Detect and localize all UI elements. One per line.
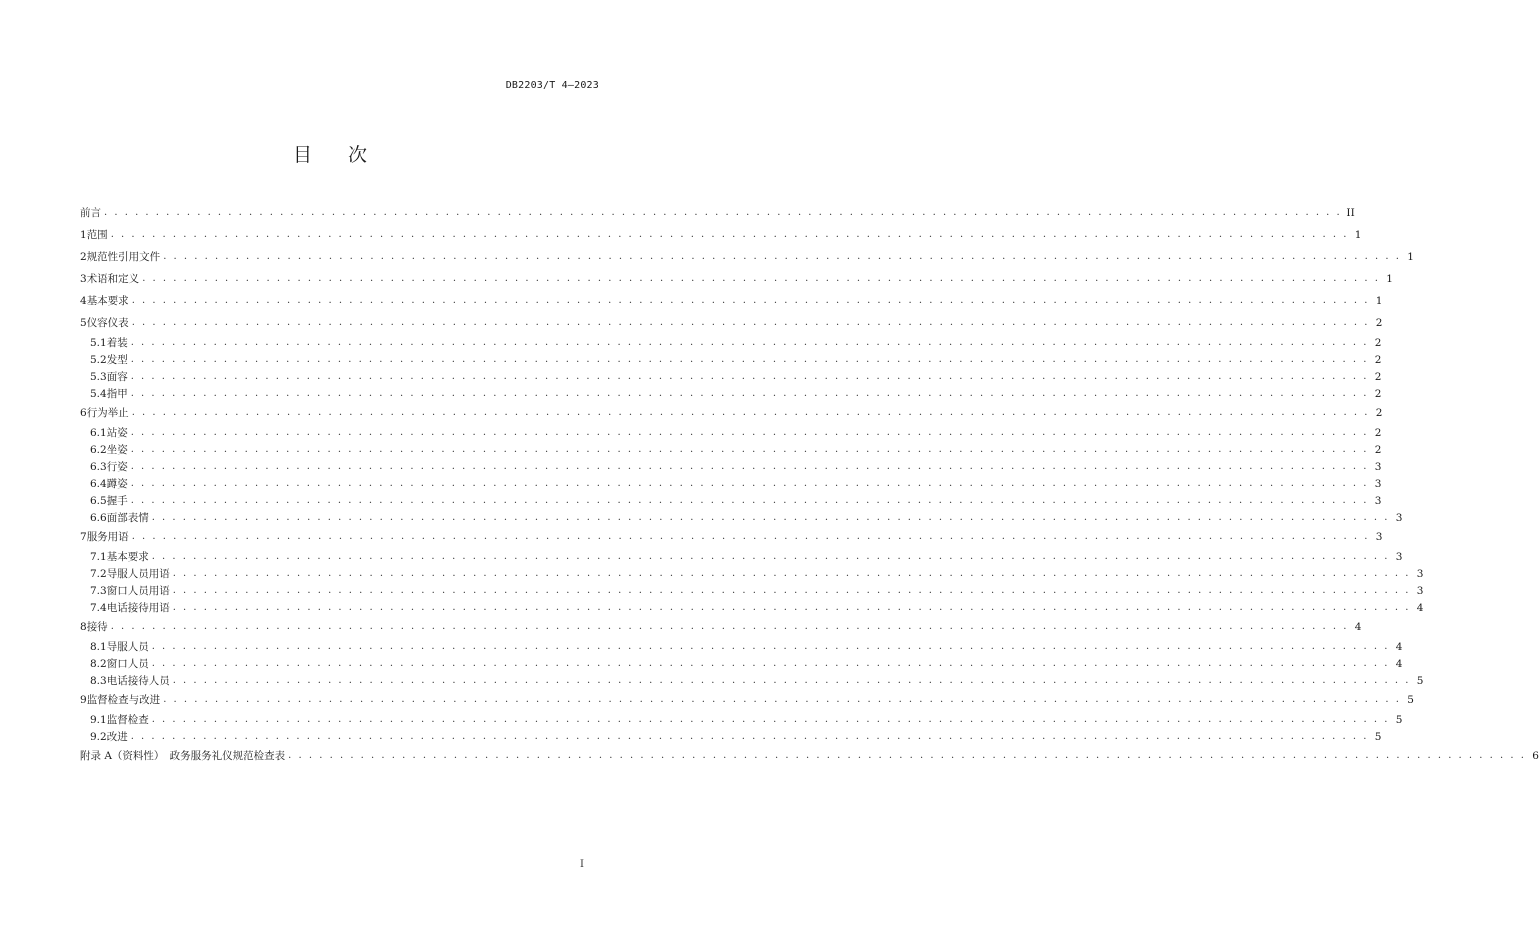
dot-leader: . . . . . . . . . . . . . . . . . . . . . . . . . . . . . . . . . . . . . . . . . . . . . . . . . . . . . . . . . . . . . . . . . . . . . . . . . . . . . . . . . . . . . . . . . . . . . . . . . . . . . . . . . . . . . . . . . . . . . . . .: [163, 251, 1401, 262]
toc-entry[interactable]: [80, 246, 1414, 268]
toc-entry-page: 2: [1375, 407, 1383, 419]
toc-entry-number: 8.3: [90, 674, 107, 687]
dot-leader: . . . . . . . . . . . . . . . . . . . . . . . . . . . . . . . . . . . . . . . . . . . . . . . . . . . . . . . . . . . . . . . . . . . . . . . . . . . . . . . . . . . . . . . . . . . . . . . . . . . . . . . . . . . . . . . . . . . . . . . .: [130, 730, 1369, 742]
toc-entry-number: 5.1: [90, 336, 107, 349]
toc-entry-title: 面部表情: [106, 511, 149, 524]
toc-entry-title: 电话接待用语: [106, 601, 170, 614]
toc-entry-number: 6.4: [90, 477, 107, 490]
toc-entry[interactable]: [80, 402, 1383, 424]
toc-entry-number: 8.1: [90, 640, 107, 653]
toc-entry-title: 握手: [106, 494, 128, 507]
toc-entry-title: 电话接待人员: [106, 674, 170, 687]
toc-entry-title: 术语和定义: [86, 273, 140, 285]
toc-entry-page: 3: [1416, 567, 1424, 580]
dot-leader: . . . . . . . . . . . . . . . . . . . . . . . . . . . . . . . . . . . . . . . . . . . . . . . . . . . . . . . . . . . . . . . . . . . . . . . . . . . . . . . . . . . . . . . . . . . . . . . . . . . . . . . . . . . . . . . . . . . . . . . .: [172, 674, 1411, 686]
page-title: [0, 140, 662, 167]
toc-entry-title: 接待: [86, 621, 108, 633]
toc-entry-number: 8: [80, 621, 87, 633]
toc-entry-page: 1: [1407, 251, 1414, 263]
toc-entry-page: 5: [1416, 674, 1424, 687]
dot-leader: . . . . . . . . . . . . . . . . . . . . . . . . . . . . . . . . . . . . . . . . . . . . . . . . . . . . . . . . . . . . . . . . . . . . . . . . . . . . . . . . . . . . . . . . . . . . . . . . . . . . . . . . . . . . . . . . . . . . . . . .: [130, 426, 1369, 438]
dot-leader: . . . . . . . . . . . . . . . . . . . . . . . . . . . . . . . . . . . . . . . . . . . . . . . . . . . . . . . . . . . . . . . . . . . . . . . . . . . . . . . . . . . . . . . . . . . . . . . . . . . . . . . . . . . . . . . . . . . . . . . .: [130, 353, 1369, 365]
toc-entry-title: 仪容仪表: [86, 317, 129, 329]
toc-entry-title: 蹲姿: [106, 477, 128, 490]
toc-entry[interactable]: [80, 312, 1383, 334]
toc-entry-title: 基本要求: [106, 550, 149, 563]
toc-entry-number: 6.2: [90, 443, 107, 456]
toc-entry-page: 4: [1395, 640, 1403, 653]
toc-entry-page: 3: [1395, 550, 1403, 563]
dot-leader: . . . . . . . . . . . . . . . . . . . . . . . . . . . . . . . . . . . . . . . . . . . . . . . . . . . . . . . . . . . . . . . . . . . . . . . . . . . . . . . . . . . . . . . . . . . . . . . . . . . . . . . . . . . . . . . . . . . . . . . .: [110, 621, 1349, 632]
document-code: DB2203/T 4—2023: [505, 80, 599, 91]
toc-entry[interactable]: [80, 711, 1403, 728]
toc-entry[interactable]: [80, 385, 1382, 402]
dot-leader: . . . . . . . . . . . . . . . . . . . . . . . . . . . . . . . . . . . . . . . . . . . . . . . . . . . . . . . . . . . . . . . . . . . . . . . . . . . . . . . . . . . . . . . . . . . . . . . . . . . . . . . . . . . . . . . . . . . . . . . .: [131, 317, 1370, 328]
toc-entry-page: 1: [1386, 273, 1393, 285]
toc-entry-number: 7.4: [90, 601, 107, 614]
toc-entry-number: 1: [80, 229, 87, 241]
toc-entry[interactable]: [80, 689, 1414, 711]
dot-leader: . . . . . . . . . . . . . . . . . . . . . . . . . . . . . . . . . . . . . . . . . . . . . . . . . . . . . . . . . . . . . . . . . . . . . . . . . . . . . . . . . . . . . . . . . . . . . . . . . . . . . . . . . . . . . . . . . . . . . . . .: [172, 584, 1411, 596]
toc-entry[interactable]: [80, 290, 1383, 312]
toc-entry[interactable]: [80, 526, 1383, 548]
toc-entry-title: 窗口人员: [106, 657, 149, 670]
toc-entry[interactable]: [80, 424, 1382, 441]
toc-entry[interactable]: [80, 202, 1355, 224]
toc-entry[interactable]: [80, 224, 1362, 246]
toc-entry-title: 范围: [86, 229, 108, 241]
toc-entry[interactable]: [80, 616, 1362, 638]
dot-leader: . . . . . . . . . . . . . . . . . . . . . . . . . . . . . . . . . . . . . . . . . . . . . . . . . . . . . . . . . . . . . . . . . . . . . . . . . . . . . . . . . . . . . . . . . . . . . . . . . . . . . . . . . . . . . . . . . . . . . . . .: [130, 477, 1369, 489]
toc-entry-number: 5: [80, 317, 87, 329]
toc-entry-title: 指甲: [106, 387, 128, 400]
toc-entry[interactable]: [80, 745, 1539, 767]
toc-entry[interactable]: [80, 655, 1403, 672]
dot-leader: . . . . . . . . . . . . . . . . . . . . . . . . . . . . . . . . . . . . . . . . . . . . . . . . . . . . . . . . . . . . . . . . . . . . . . . . . . . . . . . . . . . . . . . . . . . . . . . . . . . . . . . . . . . . . . . . . . . . . . . .: [151, 550, 1390, 562]
toc-entry[interactable]: [80, 351, 1382, 368]
toc-entry-number: 3: [80, 273, 87, 285]
dot-leader: . . . . . . . . . . . . . . . . . . . . . . . . . . . . . . . . . . . . . . . . . . . . . . . . . . . . . . . . . . . . . . . . . . . . . . . . . . . . . . . . . . . . . . . . . . . . . . . . . . . . . . . . . . . . . . . . . . . . . . . .: [172, 601, 1411, 613]
toc-entry-title: 站姿: [106, 426, 128, 439]
toc-entry[interactable]: [80, 441, 1382, 458]
toc-entry[interactable]: [80, 728, 1382, 745]
toc-entry-number: 7.3: [90, 584, 107, 597]
toc-entry-title: 监督检查: [106, 713, 149, 726]
toc-entry-page: 2: [1374, 370, 1382, 383]
toc-entry-page: 5: [1374, 730, 1382, 743]
toc-entry-page: 3: [1374, 460, 1382, 473]
toc-entry[interactable]: [80, 599, 1424, 616]
dot-leader: . . . . . . . . . . . . . . . . . . . . . . . . . . . . . . . . . . . . . . . . . . . . . . . . . . . . . . . . . . . . . . . . . . . . . . . . . . . . . . . . . . . . . . . . . . . . . . . . . . . . . . . . . . . . . . . . . . . . . . . .: [151, 640, 1390, 652]
toc-entry[interactable]: [80, 268, 1393, 290]
toc-entry-number: 7: [80, 531, 87, 543]
toc-entry-title: 行为举止: [86, 407, 129, 419]
toc-entry-page: 2: [1375, 317, 1383, 329]
title-char-1: 目: [292, 144, 314, 166]
dot-leader: . . . . . . . . . . . . . . . . . . . . . . . . . . . . . . . . . . . . . . . . . . . . . . . . . . . . . . . . . . . . . . . . . . . . . . . . . . . . . . . . . . . . . . . . . . . . . . . . . . . . . . . . . . . . . . . . . . . . . . . .: [151, 511, 1390, 523]
dot-leader: . . . . . . . . . . . . . . . . . . . . . . . . . . . . . . . . . . . . . . . . . . . . . . . . . . . . . . . . . . . . . . . . . . . . . . . . . . . . . . . . . . . . . . . . . . . . . . . . . . . . . . . . . . . . . . . . . . . . . . . .: [130, 336, 1369, 348]
toc-entry-number: 7.2: [90, 567, 107, 580]
toc-entry-page: 1: [1375, 295, 1383, 307]
dot-leader: . . . . . . . . . . . . . . . . . . . . . . . . . . . . . . . . . . . . . . . . . . . . . . . . . . . . . . . . . . . . . . . . . . . . . . . . . . . . . . . . . . . . . . . . . . . . . . . . . . . . . . . . . . . . . . . . . . . . . . . .: [172, 567, 1411, 579]
toc-entry-number: 9.1: [90, 713, 107, 726]
dot-leader: . . . . . . . . . . . . . . . . . . . . . . . . . . . . . . . . . . . . . . . . . . . . . . . . . . . . . . . . . . . . . . . . . . . . . . . . . . . . . . . . . . . . . . . . . . . . . . . . . . . . . . . . . . . . . . . . . . . . . . . .: [131, 531, 1370, 542]
toc-entry-number: 5.2: [90, 353, 107, 366]
toc-entry-number: 6.5: [90, 494, 107, 507]
toc-entry[interactable]: [80, 672, 1424, 689]
dot-leader: . . . . . . . . . . . . . . . . . . . . . . . . . . . . . . . . . . . . . . . . . . . . . . . . . . . . . . . . . . . . . . . . . . . . . . . . . . . . . . . . . . . . . . . . . . . . . . . . . . . . . . . . . . . . . . . . . . . . . . . .: [131, 407, 1370, 418]
toc-entry-page: 1: [1354, 229, 1362, 241]
toc-entry-number: 6.6: [90, 511, 107, 524]
dot-leader: . . . . . . . . . . . . . . . . . . . . . . . . . . . . . . . . . . . . . . . . . . . . . . . . . . . . . . . . . . . . . . . . . . . . . . . . . . . . . . . . . . . . . . . . . . . . . . . . . . . . . . . . . . . . . . . . . . . . . . . .: [130, 443, 1369, 455]
toc-entry-title: 规范性引用文件: [86, 251, 161, 263]
toc-entry-title: 服务用语: [86, 531, 129, 543]
toc-entry-page: 4: [1416, 601, 1424, 614]
toc-entry-number: 6.1: [90, 426, 107, 439]
toc-entry-title: 坐姿: [106, 443, 128, 456]
toc-entry-page: 3: [1374, 477, 1382, 490]
toc-entry-title: 窗口人员用语: [106, 584, 170, 597]
toc-entry-number: 6: [80, 407, 87, 419]
dot-leader: . . . . . . . . . . . . . . . . . . . . . . . . . . . . . . . . . . . . . . . . . . . . . . . . . . . . . . . . . . . . . . . . . . . . . . . . . . . . . . . . . . . . . . . . . . . . . . . . . . . . . . . . . . . . . . . . . . . . . . . .: [142, 273, 1380, 284]
toc-entry[interactable]: [80, 509, 1403, 526]
toc-entry-page: 5: [1395, 713, 1403, 726]
toc-entry-title: 监督检查与改进: [86, 694, 161, 706]
toc-entry-title: 面容: [106, 370, 128, 383]
toc-entry[interactable]: [80, 334, 1382, 351]
toc-entry[interactable]: [80, 548, 1403, 565]
toc-entry[interactable]: [80, 475, 1382, 492]
toc-entry-number: 8.2: [90, 657, 107, 670]
toc-entry-page: II: [1346, 207, 1355, 219]
dot-leader: . . . . . . . . . . . . . . . . . . . . . . . . . . . . . . . . . . . . . . . . . . . . . . . . . . . . . . . . . . . . . . . . . . . . . . . . . . . . . . . . . . . . . . . . . . . . . . . . . . . . . . . . . . . . . . . . . . . . . . . .: [151, 657, 1390, 669]
toc-entry-title: 导服人员用语: [106, 567, 170, 580]
dot-leader: . . . . . . . . . . . . . . . . . . . . . . . . . . . . . . . . . . . . . . . . . . . . . . . . . . . . . . . . . . . . . . . . . . . . . . . . . . . . . . . . . . . . . . . . . . . . . . . . . . . . . . . . . . . . . . . . . . . . . . . .: [104, 207, 1342, 218]
toc-entry-page: 2: [1374, 387, 1382, 400]
dot-leader: . . . . . . . . . . . . . . . . . . . . . . . . . . . . . . . . . . . . . . . . . . . . . . . . . . . . . . . . . . . . . . . . . . . . . . . . . . . . . . . . . . . . . . . . . . . . . . . . . . . . . . . . . . . . . . . . . . . . . . . .: [130, 387, 1369, 399]
toc-entry-title: 前言: [80, 207, 101, 219]
title-char-2: 次: [348, 144, 370, 166]
toc-entry-title: 发型: [106, 353, 128, 366]
toc-entry-page: 3: [1374, 494, 1382, 507]
toc-entry-number: 9.2: [90, 730, 107, 743]
toc-entry-page: 6: [1532, 750, 1539, 762]
dot-leader: . . . . . . . . . . . . . . . . . . . . . . . . . . . . . . . . . . . . . . . . . . . . . . . . . . . . . . . . . . . . . . . . . . . . . . . . . . . . . . . . . . . . . . . . . . . . . . . . . . . . . . . . . . . . . . . . . . . . . . . .: [151, 713, 1390, 725]
table-of-contents: [80, 202, 1539, 767]
toc-entry-title: 行姿: [106, 460, 128, 473]
toc-entry[interactable]: [80, 458, 1382, 475]
toc-entry-number: 9: [80, 694, 87, 706]
toc-entry-page: 3: [1375, 531, 1383, 543]
page-number: I: [580, 859, 584, 870]
toc-entry-page: 3: [1395, 511, 1403, 524]
toc-entry[interactable]: [80, 492, 1382, 509]
toc-entry-page: 3: [1416, 584, 1424, 597]
toc-entry-page: 2: [1374, 336, 1382, 349]
toc-entry-number: 2: [80, 251, 87, 263]
toc-entry-page: 2: [1374, 443, 1382, 456]
toc-entry[interactable]: [80, 368, 1382, 385]
toc-entry-title: 基本要求: [86, 295, 129, 307]
toc-entry-page: 2: [1374, 353, 1382, 366]
toc-entry-page: 5: [1407, 694, 1414, 706]
toc-entry-number: 4: [80, 295, 87, 307]
toc-entry-title: 附录 A（资料性） 政务服务礼仪规范检查表: [80, 750, 286, 762]
dot-leader: . . . . . . . . . . . . . . . . . . . . . . . . . . . . . . . . . . . . . . . . . . . . . . . . . . . . . . . . . . . . . . . . . . . . . . . . . . . . . . . . . . . . . . . . . . . . . . . . . . . . . . . . . . . . . . . . . . . . . . . .: [130, 370, 1369, 382]
toc-entry-title: 改进: [106, 730, 128, 743]
toc-entry-title: 着装: [106, 336, 128, 349]
dot-leader: . . . . . . . . . . . . . . . . . . . . . . . . . . . . . . . . . . . . . . . . . . . . . . . . . . . . . . . . . . . . . . . . . . . . . . . . . . . . . . . . . . . . . . . . . . . . . . . . . . . . . . . . . . . . . . . . . . . . . . . .: [110, 229, 1349, 240]
dot-leader: . . . . . . . . . . . . . . . . . . . . . . . . . . . . . . . . . . . . . . . . . . . . . . . . . . . . . . . . . . . . . . . . . . . . . . . . . . . . . . . . . . . . . . . . . . . . . . . . . . . . . . . . . . . . . . . . . . . . . . . .: [130, 494, 1369, 506]
dot-leader: . . . . . . . . . . . . . . . . . . . . . . . . . . . . . . . . . . . . . . . . . . . . . . . . . . . . . . . . . . . . . . . . . . . . . . . . . . . . . . . . . . . . . . . . . . . . . . . . . . . . . . . . . . . . . . . . . . . . . . . .: [131, 295, 1370, 306]
dot-leader: . . . . . . . . . . . . . . . . . . . . . . . . . . . . . . . . . . . . . . . . . . . . . . . . . . . . . . . . . . . . . . . . . . . . . . . . . . . . . . . . . . . . . . . . . . . . . . . . . . . . . . . . . . . . . . . . . . . . . . . .: [163, 694, 1401, 705]
toc-entry[interactable]: [80, 565, 1424, 582]
toc-entry-number: 6.3: [90, 460, 107, 473]
toc-entry-number: 7.1: [90, 550, 107, 563]
dot-leader: . . . . . . . . . . . . . . . . . . . . . . . . . . . . . . . . . . . . . . . . . . . . . . . . . . . . . . . . . . . . . . . . . . . . . . . . . . . . . . . . . . . . . . . . . . . . . . . . . . . . . . . . . . . . . . . . . . . . . . . .: [288, 750, 1526, 761]
toc-entry[interactable]: [80, 638, 1403, 655]
toc-entry-page: 2: [1374, 426, 1382, 439]
dot-leader: . . . . . . . . . . . . . . . . . . . . . . . . . . . . . . . . . . . . . . . . . . . . . . . . . . . . . . . . . . . . . . . . . . . . . . . . . . . . . . . . . . . . . . . . . . . . . . . . . . . . . . . . . . . . . . . . . . . . . . . .: [130, 460, 1369, 472]
toc-entry-page: 4: [1354, 621, 1362, 633]
toc-entry-number: 5.4: [90, 387, 107, 400]
toc-entry-page: 4: [1395, 657, 1403, 670]
toc-entry-title: 导服人员: [106, 640, 149, 653]
toc-entry-number: 5.3: [90, 370, 107, 383]
toc-entry[interactable]: [80, 582, 1424, 599]
